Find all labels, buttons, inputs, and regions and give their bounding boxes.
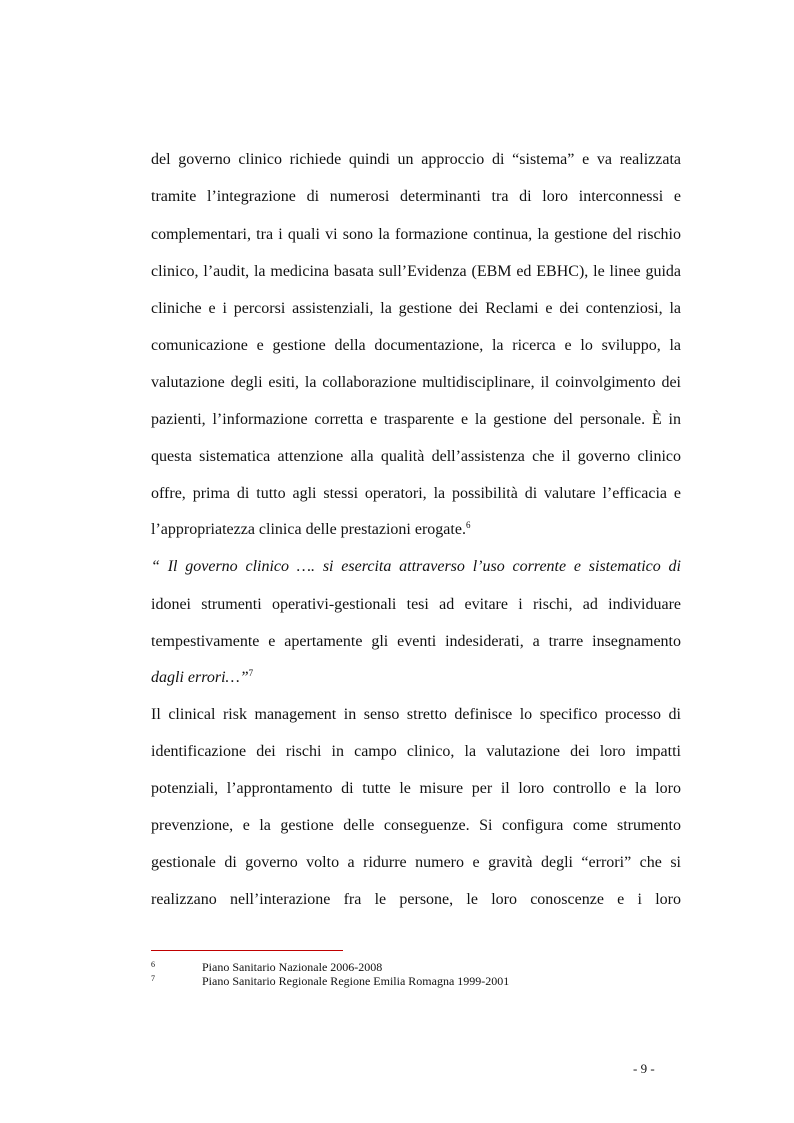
footnote-ref-7[interactable]: 7 [248, 668, 254, 678]
quote-line: idonei strumenti operativi-gestionali tesi ad evitare i rischi, ad individuare [151, 596, 681, 613]
body-line: gestionale di governo volto a ridurre numero e gravità degli “errori” che si [151, 854, 681, 871]
body-line: questa sistematica attenzione alla qualità dell’assistenza che il governo clinico [151, 448, 681, 465]
footnote-ref-6[interactable]: 6 [465, 520, 471, 530]
body-line: offre, prima di tutto agli stessi operatori, la possibilità di valutare l’efficacia e [151, 485, 681, 502]
footnote-number: 6 [151, 960, 155, 969]
footnote-number: 7 [151, 974, 155, 983]
body-line [151, 520, 681, 540]
body-line: comunicazione e gestione della documentazione, la ricerca e lo sviluppo, la [151, 337, 681, 354]
quote-line: “ Il governo clinico …. si esercita attraverso l’uso corrente e sistematico di [151, 558, 681, 575]
body-line: pazienti, l’informazione corretta e trasparente e la gestione del personale. È in [151, 411, 681, 428]
body-line: tramite l’integrazione di numerosi determinanti tra di loro interconnessi e [151, 188, 681, 205]
body-line: Il clinical risk management in senso stretto definisce lo specifico processo di [151, 706, 681, 723]
body-line: del governo clinico richiede quindi un approccio di “sistema” e va realizzata [151, 151, 681, 168]
body-line: identificazione dei rischi in campo clinico, la valutazione dei loro impatti [151, 743, 681, 760]
footnote-separator [151, 950, 343, 951]
quote-line-text: dagli errori…” [151, 669, 249, 686]
body-line: complementari, tra i quali vi sono la formazione continua, la gestione del rischio [151, 226, 681, 243]
body-line: realizzano nell’interazione fra le persone, le loro conoscenze e i loro [151, 891, 681, 908]
footnote-text: Piano Sanitario Regionale Regione Emilia Romagna 1999-2001 [202, 974, 510, 988]
page-number: - 9 - [633, 1061, 655, 1076]
body-line: cliniche e i percorsi assistenziali, la gestione dei Reclami e dei contenziosi, la [151, 300, 681, 317]
quote-line: tempestivamente e apertamente gli eventi indesiderati, a trarre insegnamento [151, 633, 681, 650]
body-line: prevenzione, e la gestione delle conseguenze. Si configura come strumento [151, 817, 681, 834]
body-line: clinico, l’audit, la medicina basata sull’Evidenza (EBM ed EBHC), le linee guida [151, 263, 681, 280]
quote-line [151, 668, 681, 688]
footnote-text: Piano Sanitario Nazionale 2006-2008 [202, 960, 383, 974]
body-line: potenziali, l’approntamento di tutte le misure per il loro controllo e la loro [151, 780, 681, 797]
body-line-text: l’appropriatezza clinica delle prestazioni erogate. [151, 521, 466, 538]
body-line: valutazione degli esiti, la collaborazione multidisciplinare, il coinvolgimento dei [151, 374, 681, 391]
